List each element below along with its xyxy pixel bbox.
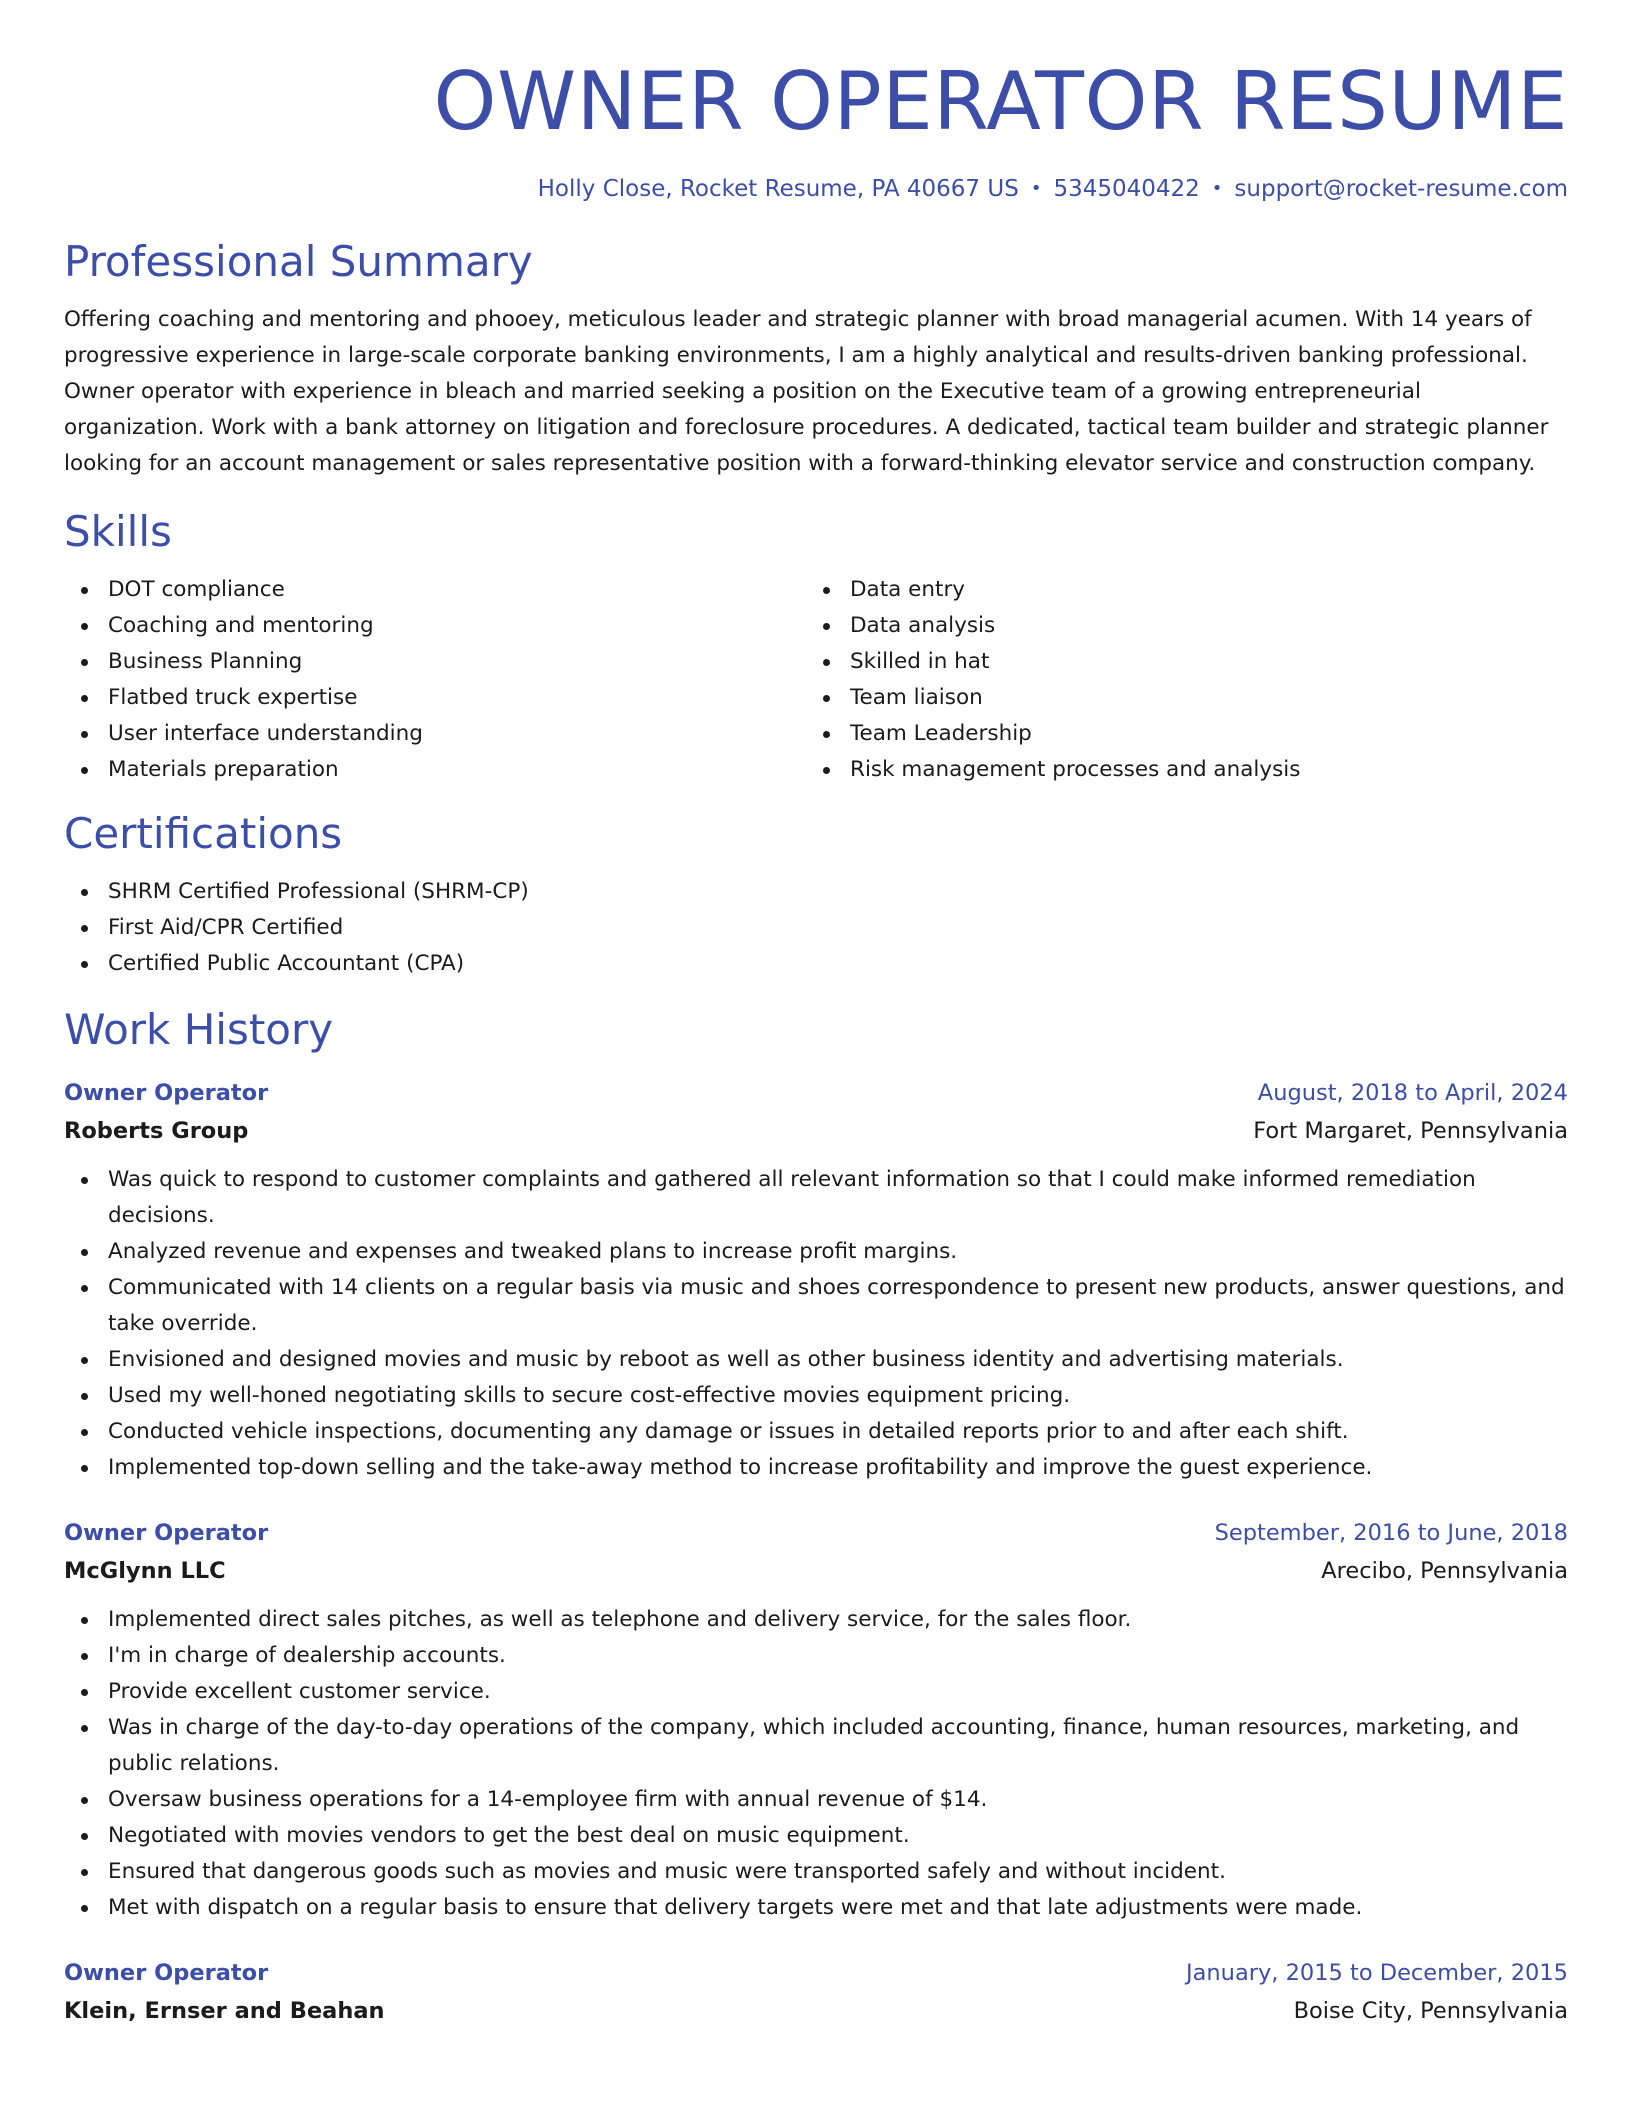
job-bullet: Conducted vehicle inspections, documenting any damage or issues in detailed reports prior to and after each shift. — [64, 1414, 1568, 1450]
job-entry — [64, 1074, 1568, 1486]
job-bullet: Envisioned and designed movies and music by reboot as well as other business identity and advertising materials. — [64, 1342, 1568, 1378]
job-bullet: Provide excellent customer service. — [64, 1674, 1568, 1710]
job-title: Owner Operator — [64, 1080, 269, 1106]
job-dates: January, 2015 to December, 2015 — [1186, 1960, 1568, 1986]
skills-column-left — [64, 572, 806, 788]
resume-title: OWNER OPERATOR RESUME — [433, 55, 1568, 148]
job-bullet: Negotiated with movies vendors to get the best deal on music equipment. — [64, 1818, 1568, 1854]
job-company: Klein, Ernser and Beahan — [64, 1998, 385, 2024]
job-title: Owner Operator — [64, 1520, 269, 1546]
job-bullet: Oversaw business operations for a 14-employee firm with annual revenue of $14. — [64, 1782, 1568, 1818]
skills-column-right — [806, 572, 1548, 788]
job-header — [64, 1514, 1568, 1552]
skill-item: Team liaison — [806, 680, 1548, 716]
job-location: Boise City, Pennsylvania — [1293, 1998, 1568, 2024]
job-bullet: Implemented direct sales pitches, as well as telephone and delivery service, for the sales floor. — [64, 1602, 1568, 1638]
job-bullet: Implemented top-down selling and the take-away method to increase profitability and improve the guest experience. — [64, 1450, 1568, 1486]
job-entry — [64, 1954, 1568, 2030]
work-history-heading: Work History — [64, 1005, 334, 1054]
job-dates: September, 2016 to June, 2018 — [1214, 1520, 1568, 1546]
job-bullet: Met with dispatch on a regular basis to ensure that delivery targets were met and that late adjustments were made. — [64, 1890, 1568, 1926]
job-entry — [64, 1514, 1568, 1926]
job-location: Fort Margaret, Pennsylvania — [1253, 1118, 1568, 1144]
certifications-heading: Certifications — [64, 809, 343, 858]
certifications-list — [64, 874, 1568, 982]
resume-page — [64, 0, 1568, 2112]
skills-heading: Skills — [64, 507, 172, 556]
contact-email[interactable]: support@rocket-resume.com — [1234, 176, 1568, 202]
skill-item: Coaching and mentoring — [64, 608, 806, 644]
job-bullet: Communicated with 14 clients on a regular basis via music and shoes correspondence to present new products, answer questions, and take override. — [64, 1270, 1568, 1342]
skill-item: DOT compliance — [64, 572, 806, 608]
skills-list — [64, 572, 1568, 788]
job-header — [64, 1954, 1568, 1992]
skill-item: Skilled in hat — [806, 644, 1548, 680]
certification-item: Certified Public Accountant (CPA) — [64, 946, 1568, 982]
skill-item: Risk management processes and analysis — [806, 752, 1548, 788]
job-subheader — [64, 1992, 1568, 2030]
skill-item: Data analysis — [806, 608, 1548, 644]
job-subheader — [64, 1112, 1568, 1150]
job-company: McGlynn LLC — [64, 1558, 226, 1584]
contact-line — [64, 174, 1568, 204]
job-company: Roberts Group — [64, 1118, 249, 1144]
skill-item: Team Leadership — [806, 716, 1548, 752]
certification-item: SHRM Certified Professional (SHRM-CP) — [64, 874, 1568, 910]
skill-item: Business Planning — [64, 644, 806, 680]
job-bullet: I'm in charge of dealership accounts. — [64, 1638, 1568, 1674]
contact-separator: • — [1211, 178, 1223, 199]
job-bullets — [64, 1162, 1568, 1486]
job-bullet: Used my well-honed negotiating skills to secure cost-effective movies equipment pricing. — [64, 1378, 1568, 1414]
job-bullet: Was quick to respond to customer complaints and gathered all relevant information so that I could make informed remediation decisions. — [64, 1162, 1568, 1234]
skill-item: Flatbed truck expertise — [64, 680, 806, 716]
job-bullet: Was in charge of the day-to-day operations of the company, which included accounting, finance, human resources, marketing, and public relations. — [64, 1710, 1568, 1782]
job-bullets — [64, 1602, 1568, 1926]
skill-item: Data entry — [806, 572, 1548, 608]
certification-item: First Aid/CPR Certified — [64, 910, 1568, 946]
job-header — [64, 1074, 1568, 1112]
job-title: Owner Operator — [64, 1960, 269, 1986]
summary-text: Offering coaching and mentoring and phooey, meticulous leader and strategic planner with broad managerial acumen. With 14 years of progressive experience in large-scale corporate banking environments, I am a highly analytical and results-driven banking professional. Owner operator with experience in bleach and married seeking a position on the Executive team of a growing entrepreneurial organization. Work with a bank attorney on litigation and foreclosure procedures. A dedicated, tactical team builder and strategic planner looking for an account management or sales representative position with a forward-thinking elevator service and construction company. — [64, 307, 1549, 476]
job-location: Arecibo, Pennsylvania — [1321, 1558, 1568, 1584]
contact-phone: 5345040422 — [1053, 176, 1200, 202]
skill-item: User interface understanding — [64, 716, 806, 752]
job-bullet: Ensured that dangerous goods such as movies and music were transported safely and without incident. — [64, 1854, 1568, 1890]
skill-item: Materials preparation — [64, 752, 806, 788]
job-subheader — [64, 1552, 1568, 1590]
contact-address: Holly Close, Rocket Resume, PA 40667 US — [537, 176, 1019, 202]
summary-heading: Professional Summary — [64, 237, 533, 286]
job-bullet: Analyzed revenue and expenses and tweaked plans to increase profit margins. — [64, 1234, 1568, 1270]
contact-separator: • — [1030, 178, 1042, 199]
job-dates: August, 2018 to April, 2024 — [1257, 1080, 1568, 1106]
